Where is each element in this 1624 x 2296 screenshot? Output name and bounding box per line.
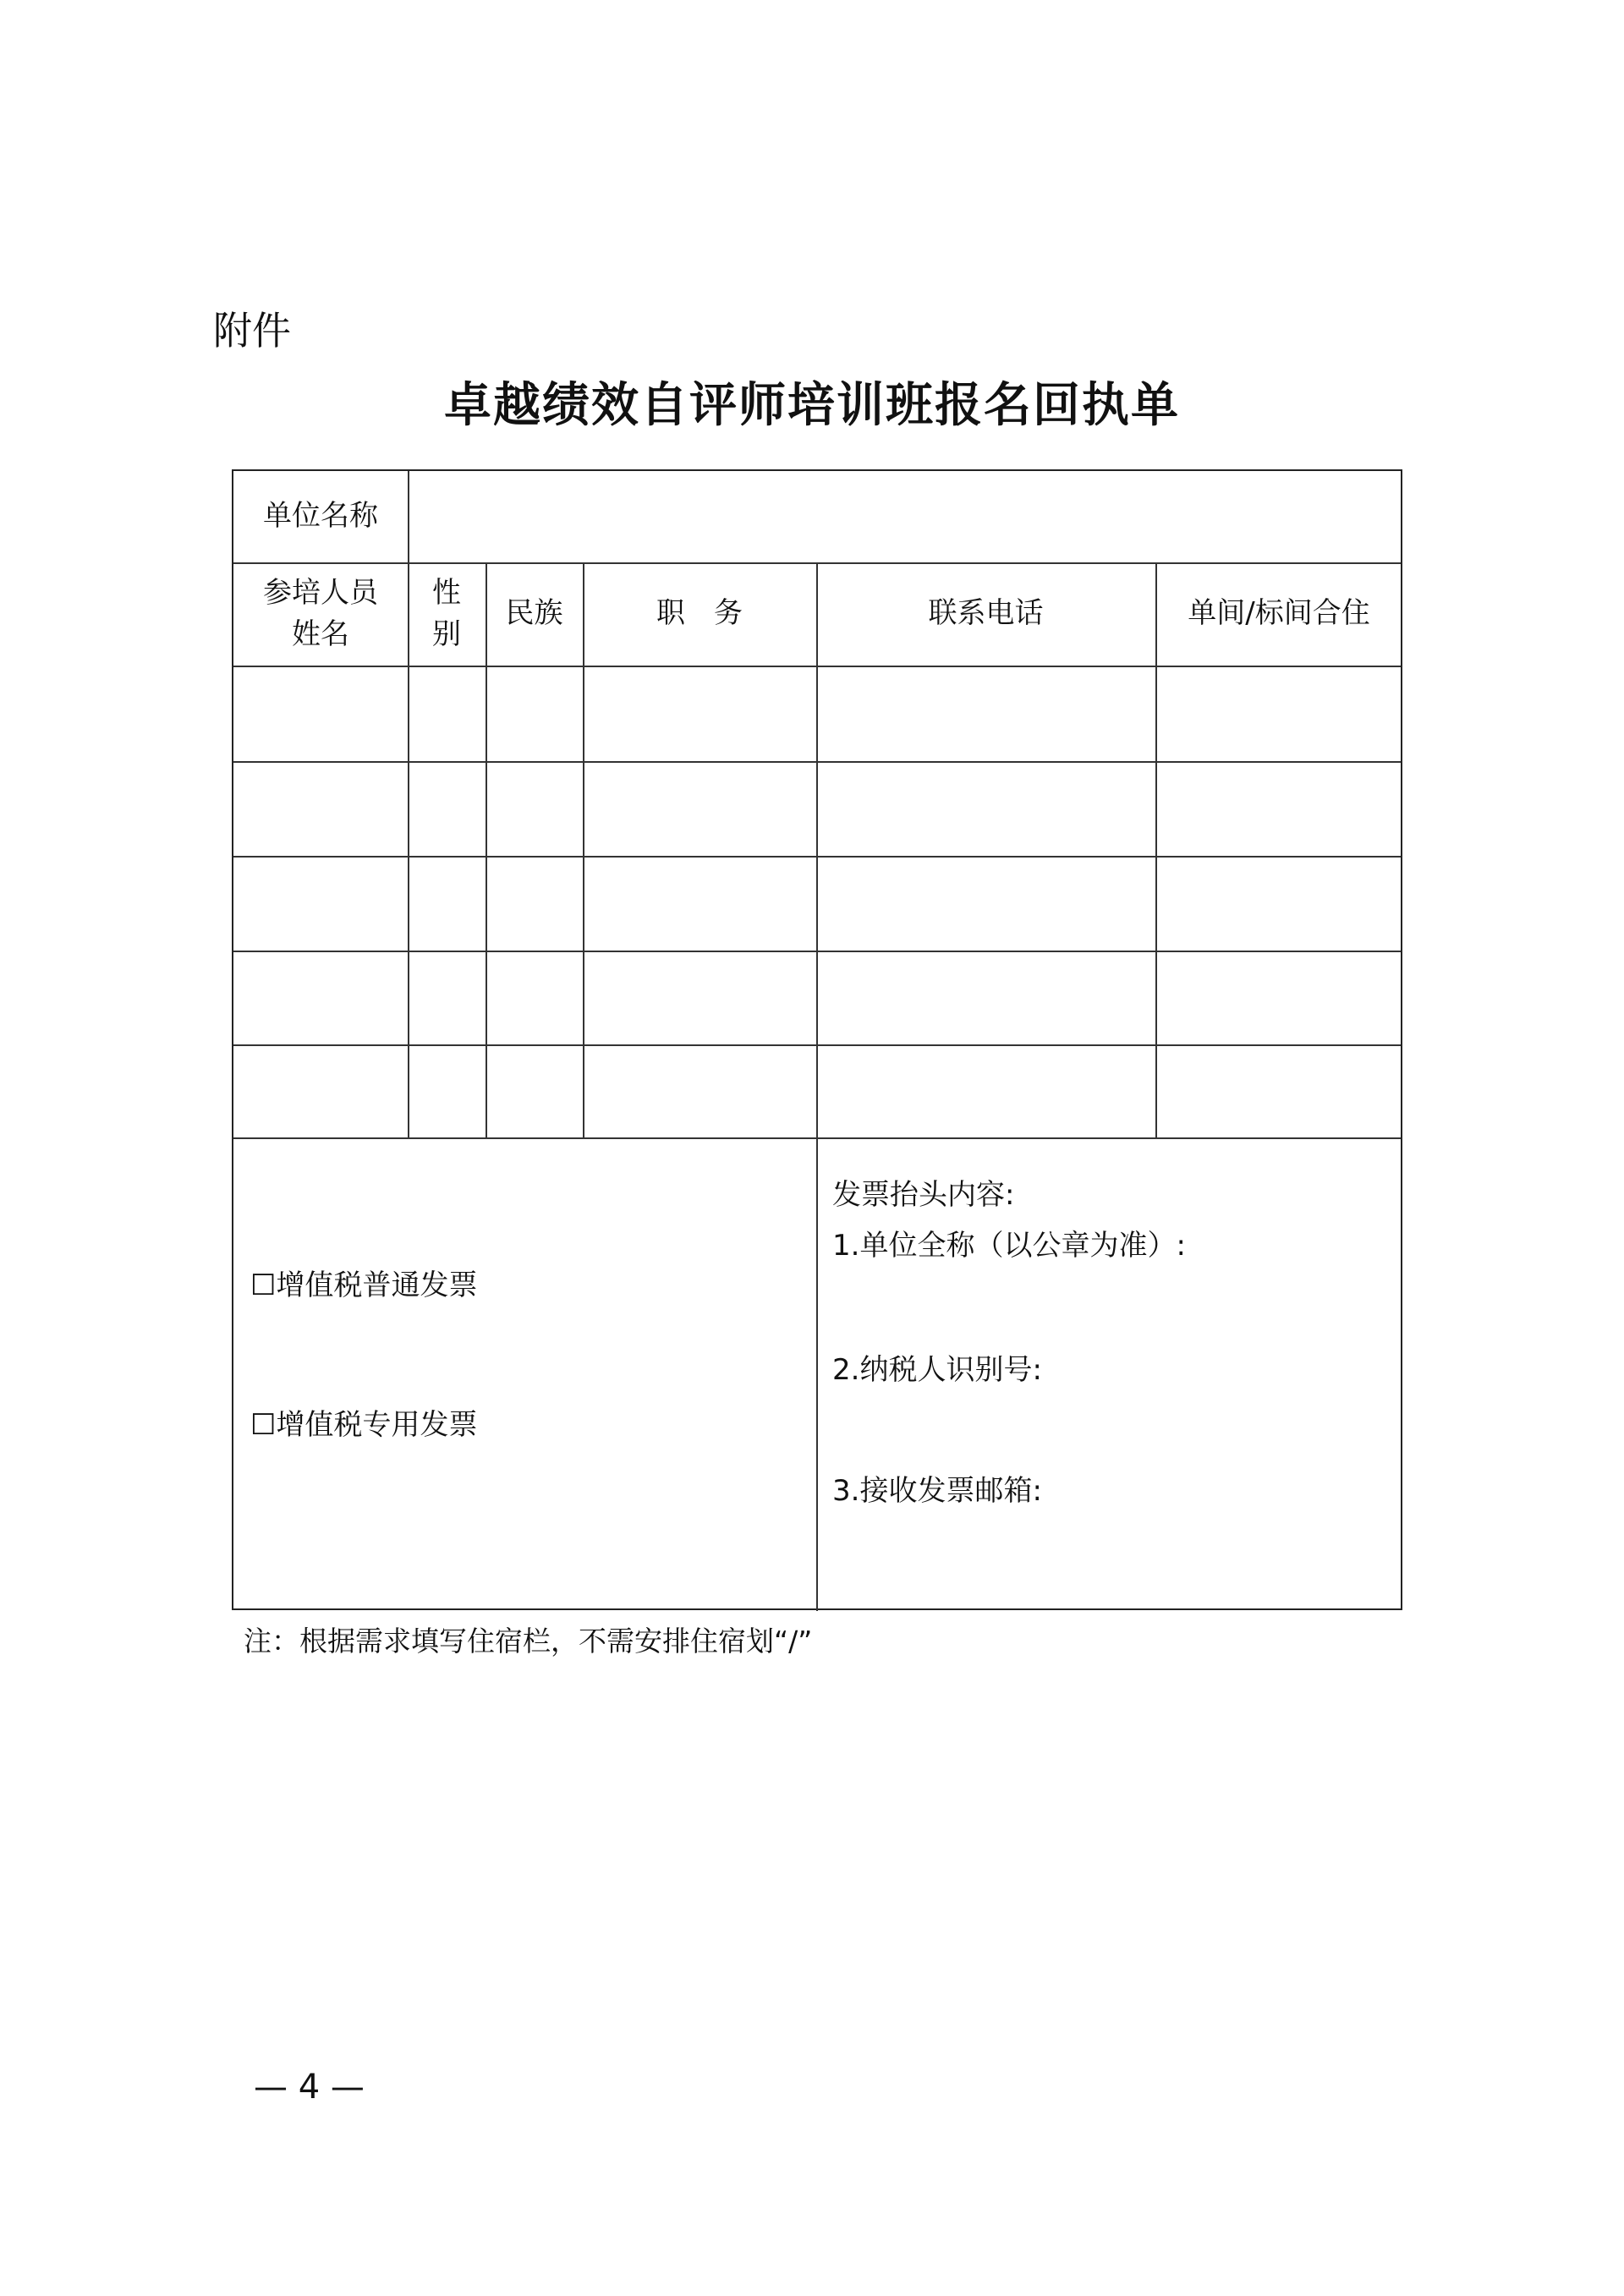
header-gender-line: 别 <box>432 617 461 651</box>
header-gender-line: 性 <box>432 575 461 610</box>
checkbox-general-invoice[interactable]: ☐增值税普通发票 <box>250 1269 478 1302</box>
invoice-field-unit-name: 1.单位全称（以公章为准）: <box>832 1229 1186 1263</box>
checkbox-special-invoice[interactable]: ☐增值税专用发票 <box>250 1408 478 1442</box>
header-ethnicity: 民族 <box>505 596 563 631</box>
invoice-field-tax-id: 2.纳税人识别号: <box>832 1353 1042 1387</box>
header-name-line: 姓名 <box>292 617 349 651</box>
page-number: — 4 — <box>254 2068 365 2107</box>
header-room-type: 单间/标间合住 <box>1188 596 1370 631</box>
invoice-header-title: 发票抬头内容: <box>832 1178 1015 1212</box>
header-name <box>233 562 408 666</box>
footnote: 注：根据需求填写住宿栏，不需安排住宿划“/” <box>244 1625 813 1658</box>
registration-form-table <box>232 469 1402 1610</box>
page-title: 卓越绩效自评师培训班报名回执单 <box>444 378 1180 433</box>
attachment-label: 附件 <box>213 308 291 353</box>
header-phone: 联系电话 <box>928 596 1044 631</box>
divider <box>816 562 818 1611</box>
header-gender <box>408 562 486 666</box>
invoice-field-email: 3.接收发票邮箱: <box>832 1474 1042 1508</box>
unit-name-label: 单位名称 <box>263 499 378 534</box>
header-position: 职 务 <box>656 596 743 631</box>
header-name-line: 参培人员 <box>263 575 378 610</box>
unit-name-field[interactable] <box>409 471 1402 562</box>
